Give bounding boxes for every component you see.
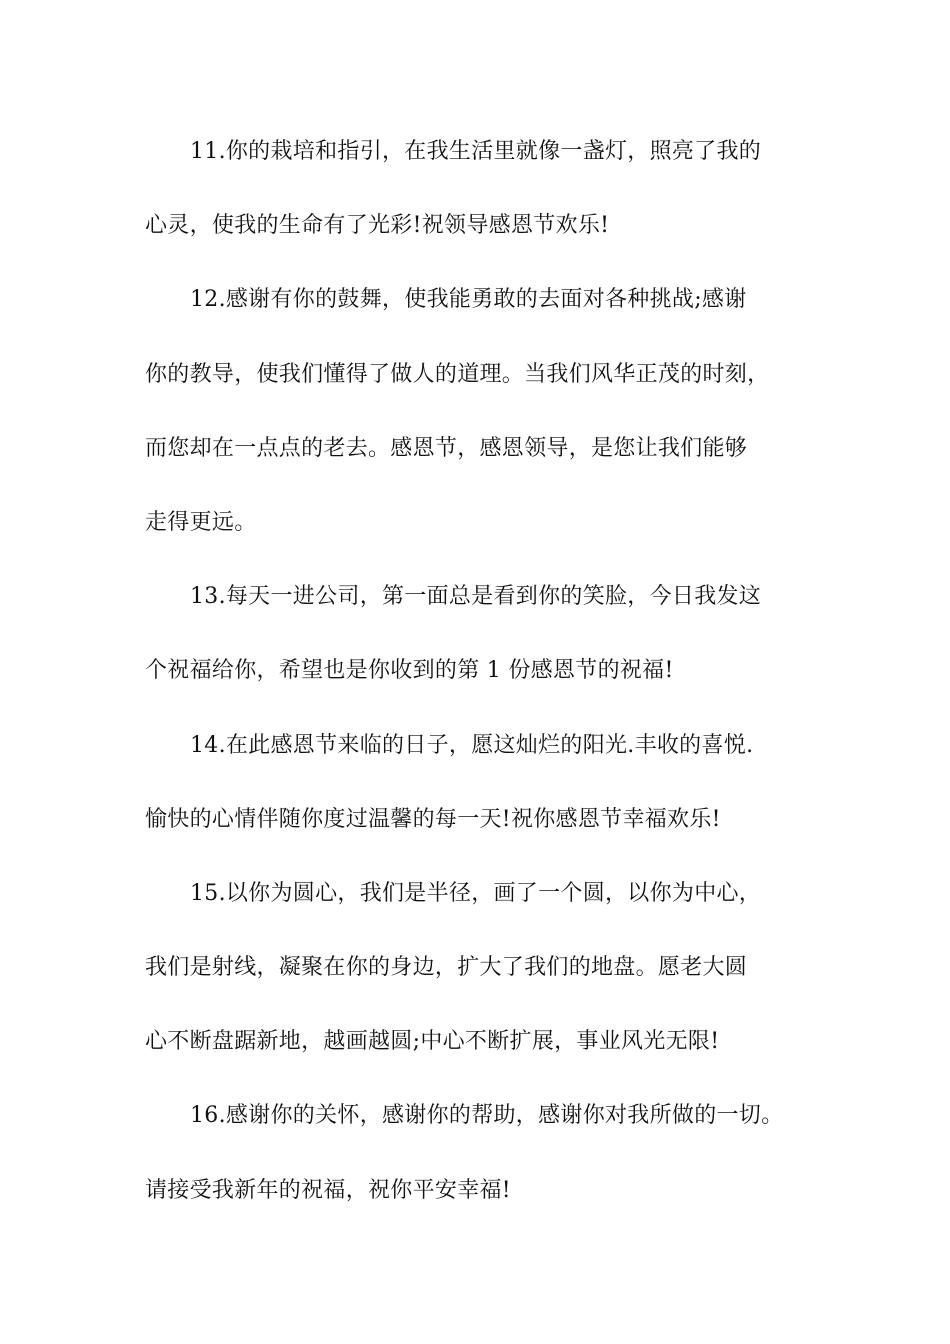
text-line: 而您却在一点点的老去。感恩节，感恩领导，是您让我们能够 [145,435,748,461]
paragraph-12 [145,278,810,575]
text-line: 走得更远。 [145,509,257,535]
text-line: 你的教导，使我们懂得了做人的道理。当我们风华正茂的时刻， [145,361,770,387]
text-line: 我们是射线，凝聚在你的身边，扩大了我们的地盘。愿老大圆 [145,955,748,981]
text-line: 请接受我新年的祝福，祝你平安幸福! [145,1177,511,1203]
text-line: 心不断盘踞新地，越画越圆;中心不断扩展，事业风光无限! [145,1029,720,1055]
document-body [145,130,810,1243]
text-line: 11.你的栽培和指引，在我生活里就像一盏灯，照亮了我的 [190,139,762,164]
paragraph-14 [145,724,810,872]
paragraph-15 [145,872,810,1095]
text-line: 12.感谢有你的鼓舞，使我能勇敢的去面对各种挑战;感谢 [190,287,747,313]
text-line: 个祝福给你，希望也是你收到的第 1 份感恩节的祝福! [145,658,674,684]
paragraph-11 [145,130,810,278]
text-line: 14.在此感恩节来临的日子，愿这灿烂的阳光.丰收的喜悦. [190,732,754,758]
text-line: 13.每天一进公司，第一面总是看到你的笑脸，今日我发这 [190,584,762,610]
text-line: 15.以你为圆心，我们是半径，画了一个圆，以你为中心， [190,880,762,906]
text-line: 16.感谢你的关怀，感谢你的帮助，感谢你对我所做的一切。 [190,1103,784,1129]
paragraph-16 [145,1094,810,1242]
text-line: 心灵，使我的生命有了光彩!祝领导感恩节欢乐! [145,213,610,239]
text-line: 愉快的心情伴随你度过温馨的每一天!祝你感恩节幸福欢乐! [145,806,721,832]
paragraph-13 [145,575,810,723]
